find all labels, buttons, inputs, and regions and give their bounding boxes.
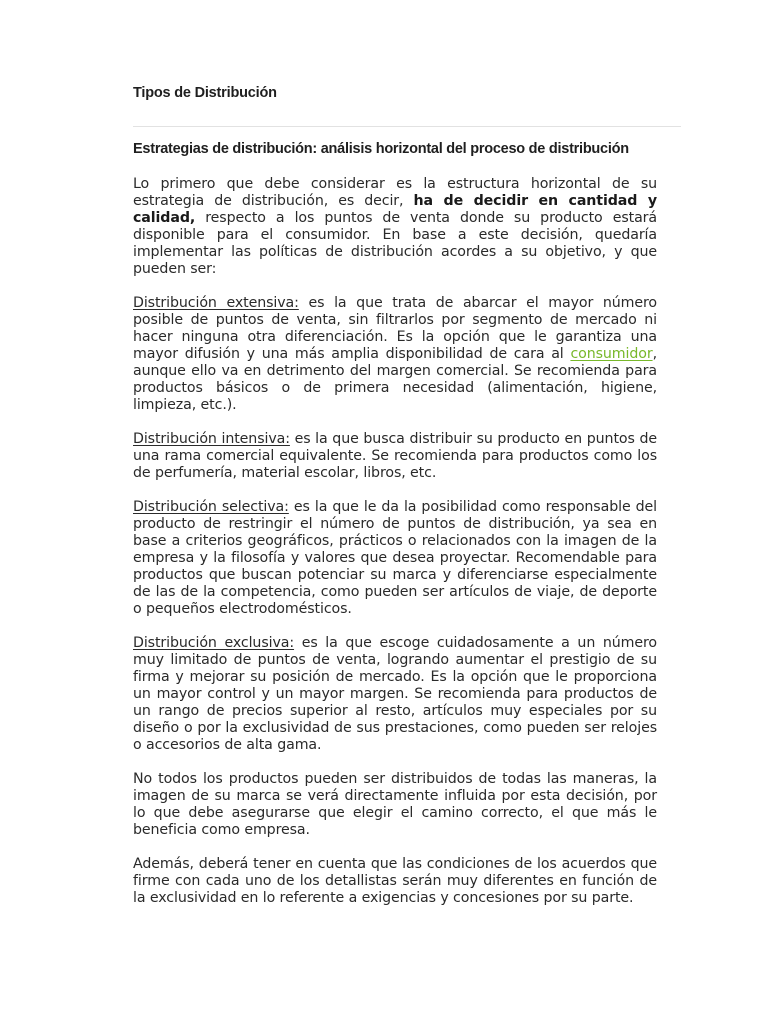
page-title: Tipos de Distribución — [133, 85, 277, 101]
closing-paragraph-2: Además, deberá tener en cuenta que las condiciones de los acuerdos que firme con cada uno de los detallistas serán muy diferentes en función de la exclusividad en lo referente a exigencias y concesiones por su parte. — [133, 856, 657, 906]
intro-emphasis: ha de decidir en cantidad y calidad, — [133, 193, 657, 226]
definition-extensiva: es la que trata de abarcar el mayor número posible de puntos de venta, sin filtrarlos por segmento de mercado ni hacer ninguna otra diferenciación. Es la opción que le garantiza una mayor difusión y una más amplia disponibilidad de cara al — [133, 295, 657, 362]
term-selectiva: Distribución selectiva: — [133, 499, 289, 515]
paragraph-selectiva — [133, 499, 657, 618]
term-intensiva: Distribución intensiva: — [133, 431, 290, 447]
section-heading: Estrategias de distribución: análisis horizontal del proceso de distribución — [133, 141, 629, 157]
definition-selectiva: es la que le da la posibilidad como responsable del producto de restringir el número de puntos de distribución, ya sea en base a criterios geográficos, prácticos o relacionados con la imagen de la empresa y la filosofía y valores que desea proyectar. Recomendable para productos que buscan potenciar su marca y diferenciarse especialmente de las de la competencia, como pueden ser artículos de viaje, de deporte o pequeños electrodomésticos. — [133, 499, 658, 617]
term-extensiva: Distribución extensiva: — [133, 295, 299, 311]
divider — [133, 126, 681, 127]
term-exclusiva: Distribución exclusiva: — [133, 635, 295, 651]
consumidor-link[interactable]: consumidor — [570, 346, 653, 362]
intro-text: Lo primero que debe considerar es la estructura horizontal de su estrategia de distribución, es decir, — [133, 176, 657, 209]
paragraph-extensiva — [133, 295, 657, 414]
definition-extensiva-continued: , aunque ello va en detrimento del margen comercial. Se recomienda para productos básicos o de primera necesidad (alimentación, higiene, limpieza, etc.). — [133, 346, 657, 413]
paragraph-intensiva — [133, 431, 657, 482]
definition-exclusiva: es la que escoge cuidadosamente a un número muy limitado de puntos de venta, logrando aumentar el prestigio de su firma y mejorar su posición de mercado. Es la opción que le proporciona un mayor control y un mayor margen. Se recomienda para productos de un rango de precios superior al resto, artículos muy especiales por su diseño o por la exclusividad de sus prestaciones, como pueden ser relojes o accesorios de alta gama. — [133, 635, 658, 753]
intro-text-continued: respecto a los puntos de venta donde su producto estará disponible para el consumidor. En base a este decisión, quedaría implementar las políticas de distribución acordes a su objetivo, y que pueden ser: — [133, 210, 657, 277]
definition-intensiva: es la que busca distribuir su producto en puntos de una rama comercial equivalente. Se recomienda para productos como los de perfumería, material escolar, libros, etc. — [133, 431, 657, 481]
paragraph-exclusiva — [133, 635, 657, 754]
closing-paragraph-1: No todos los productos pueden ser distribuidos de todas las maneras, la imagen de su marca se verá directamente influida por esta decisión, por lo que debe asegurarse que elegir el camino correcto, el que más le beneficia como empresa. — [133, 771, 657, 838]
intro-paragraph — [133, 176, 657, 278]
article-body — [133, 176, 657, 924]
